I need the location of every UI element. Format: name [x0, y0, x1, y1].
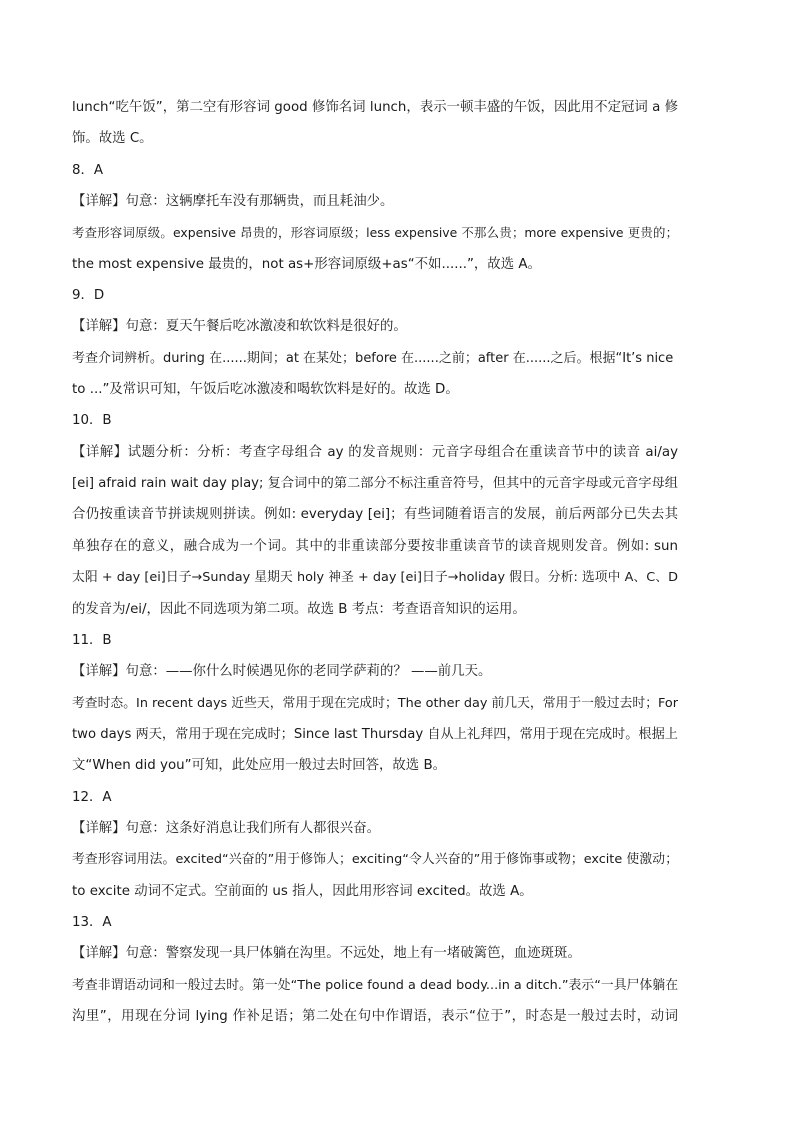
question-number: 8．A [72, 162, 104, 178]
text-line: 文“When did you”可知，此处应用一般过去时回答，故选 B。 [72, 758, 447, 774]
explanation-line: 【详解】句意：这条好消息让我们所有人都很兴奋。 [72, 820, 380, 836]
text-line: 饰。故选 C。 [72, 131, 153, 147]
text-line: 太阳 + day [ei]日子→Sunday 星期天 holy 神圣 + day [ei]日子→holiday 假日。分析: 选项中 A、C、D [72, 570, 678, 586]
explanation-line: 【详解】句意：——你什么时候遇见你的老同学萨莉的？ ——前几天。 [72, 664, 492, 680]
explanation-line: 【详解】句意：这辆摩托车没有那辆贵，而且耗油少。 [72, 194, 394, 210]
text-line: to excite 动词不定式。空前面的 us 指人，因此用形容词 excited。故选 A。 [72, 883, 533, 899]
text-line: to ...”及常识可知，午饭后吃冰激凌和喝软饮料是好的。故选 D。 [72, 382, 459, 398]
explanation-line: 【详解】句意：警察发现一具尸体躺在沟里。不远处，地上有一堵破篱笆，血迹斑斑。 [72, 946, 581, 962]
document-page [72, 92, 678, 1032]
text-line: the most expensive 最贵的，not as+形容词原级+as“不如......”，故选 A。 [72, 256, 541, 272]
text-line: 的发音为/ei/，因此不同选项为第二项。故选 B 考点：考查语音知识的运用。 [72, 601, 526, 617]
text-line: 考查时态。In recent days 近些天，常用于现在完成时；The other day 前几天，常用于一般过去时；For [72, 695, 678, 711]
text-line: 考查形容词原级。expensive 昂贵的，形容词原级；less expensive 不那么贵；more expensive 更贵的； [72, 225, 678, 241]
text-line: [ei] afraid rain wait day play; 复合词中的第二部分不标注重音符号，但其中的元音字母或元音字母组 [72, 476, 678, 492]
text-line: two days 两天，常用于现在完成时；Since last Thursday 自从上礼拜四，常用于现在完成时。根据上 [72, 726, 678, 742]
text-line: 合仍按重读音节拼读规则拼读。例如: everyday [ei]；有些词随着语言的发展，前后两部分已失去其 [72, 507, 678, 523]
text-line: 沟里”，用现在分词 lying 作补足语；第二处在句中作谓语，表示“位于”，时态是一般过去时，动词 [72, 1008, 678, 1024]
text-line: 考查形容词用法。excited“兴奋的”用于修饰人；exciting“令人兴奋的”用于修饰事或物；excite 使激动； [72, 852, 678, 868]
question-number: 10．B [72, 413, 112, 429]
text-line: 考查非谓语动词和一般过去时。第一处“The police found a dead body...in a ditch.”表示“一具尸体躺在 [72, 977, 678, 993]
explanation-line: 【详解】句意：夏天午餐后吃冰激凌和软饮料是很好的。 [72, 319, 407, 335]
question-number: 9．D [72, 288, 105, 304]
text-line: lunch“吃午饭”，第二空有形容词 good 修饰名词 lunch，表示一顿丰盛的午饭，因此用不定冠词 a 修 [72, 100, 678, 115]
question-number: 13．A [72, 914, 112, 930]
text-line: 单独存在的意义，融合成为一个词。其中的非重读部分要按非重读音节的读音规则发音。例如: sun [72, 538, 678, 554]
question-number: 11．B [72, 632, 112, 648]
explanation-line: 【详解】试题分析：分析：考查字母组合 ay 的发音规则：元音字母组合在重读音节中的读音 ai/ay [72, 444, 678, 460]
text-line: 考查介词辨析。during 在......期间；at 在某处；before 在......之前；after 在......之后。根据“It’s nice [72, 350, 674, 366]
question-number: 12．A [72, 789, 112, 805]
